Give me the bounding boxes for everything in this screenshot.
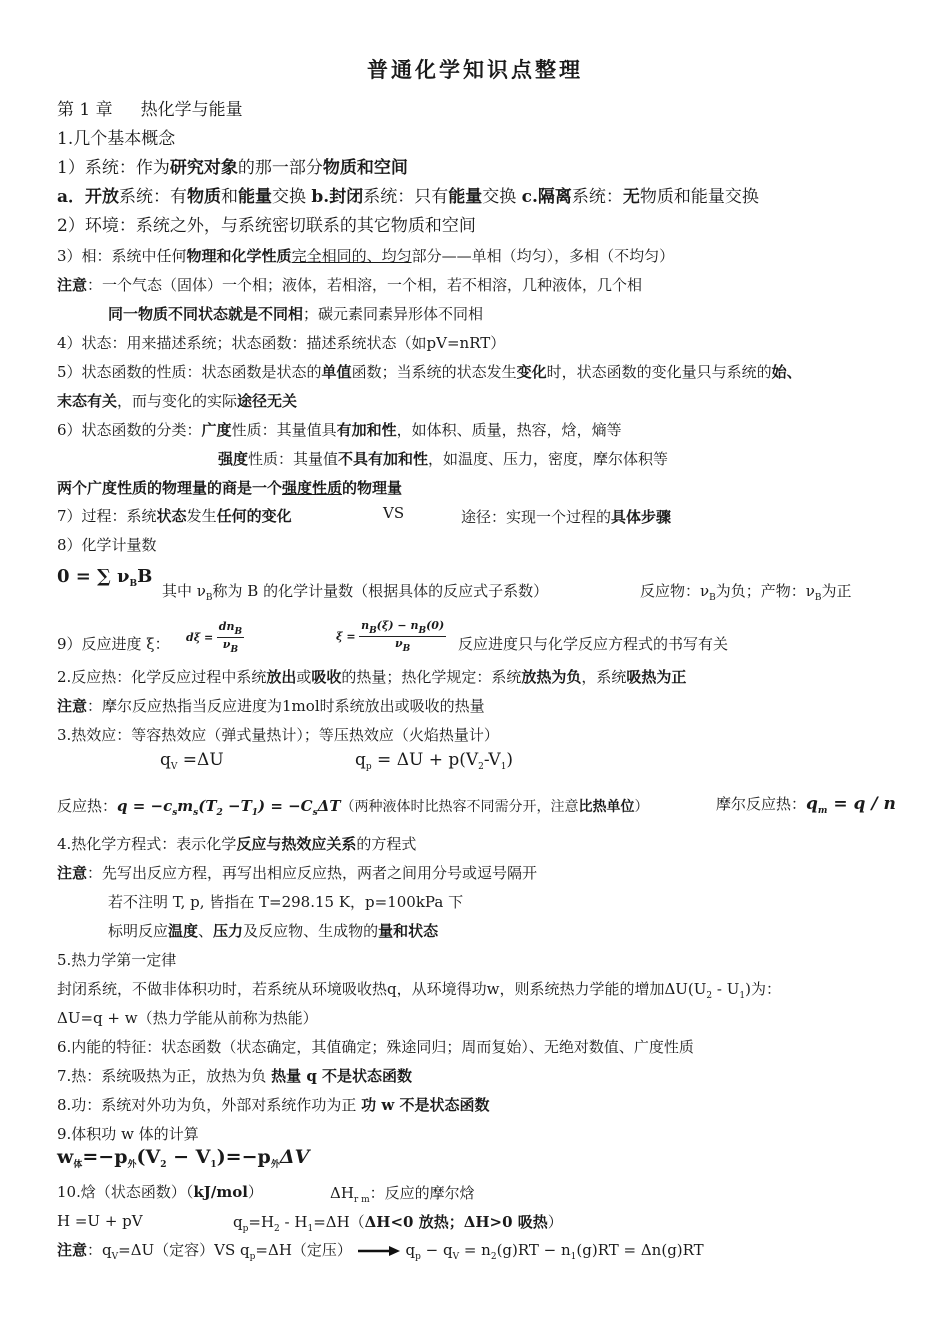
concept-state: 4）状态：用来描述系统；状态函数：描述系统状态（如pV=nRT） [57,334,506,352]
state-function-extensive: 6）状态函数的分类：广度性质：其量值具有加和性，如体积、质量，热容，焓，熵等 [57,421,622,439]
vs-label: VS [383,504,405,522]
system-types: a．开放系统：有物质和能量交换 b.封闭系统：只有能量交换 c.隔离系统：无物质和能量交换 [57,187,759,207]
state-function-property: 5）状态函数的性质：状态函数是状态的单值函数；当系统的状态发生变化时，状态函数的变化量只与系统的始、 [57,363,802,381]
enthalpy-definition: H =U + pV [57,1212,143,1230]
section-basic-concepts: 1.几个基本概念 [57,129,176,149]
reaction-extent-note: 反应进度只与化学反应方程式的书写有关 [458,635,729,653]
section-heat-effect: 3.热效应：等容热效应（弹式量热计）；等压热效应（火焰热量计） [57,726,499,744]
reaction-extent-label: 9）反应进度 ξ： [57,635,170,653]
section-enthalpy: 10.焓（状态函数）（kJ/mol） [57,1183,263,1201]
reaction-extent-formula-2: ξ = $\frac{n_B(\xi) - n_B(0)}{\nu_B}$ [336,619,445,654]
section-thermochemical-equation: 4.热化学方程式：表示化学反应与热效应关系的方程式 [57,835,417,853]
molar-enthalpy-definition: $\Delta H_{r m}$：反应的摩尔焓 [330,1184,475,1205]
formula-qp: $q_p = \Delta U + p(V_2-V_1)$ [355,750,514,772]
concept-path: 途径：实现一个过程的具体步骤 [461,508,672,526]
note-standard-conditions: 若不注明 T, p, 皆指在 T=298.15 K，p=100kPa 下 [108,893,464,911]
qp-enthalpy-relation: $q_p=H_2 - H_1=\Delta H(\Delta H<0$ 放热；ΔH>0 吸热） [233,1213,563,1234]
stoichiometric-description: 其中 $\nu_B$称为 B 的化学计量数（根据具体的反应式子系数） [162,582,549,603]
section-work: 8.功：系统对外功为负，外部对系统作功为正 功 w 不是状态函数 [57,1096,490,1114]
section-first-law: 5.热力学第一定律 [57,951,177,969]
state-function-property-cont: 末态有关，而与变化的实际途径无关 [57,392,298,410]
right-arrow-icon [357,1245,401,1257]
stoichiometric-formula: 0 = ∑ $\nu_BB$ [57,566,153,589]
extensive-quotient-rule: 两个广度性质的物理量的商是一个强度性质的物理量 [57,479,403,497]
section-heat: 7.热：系统吸热为正，放热为负 热量 q 不是状态函数 [57,1067,413,1085]
volume-work-formula: $w_体=-p_外(V_2 - V_1)=-p_外\Delta V$ [57,1146,310,1170]
concept-environment: 2）环境：系统之外，与系统密切联系的其它物质和空间 [57,216,476,236]
section-volume-work: 9.体积功 w 体的计算 [57,1125,199,1143]
note-phase-state: 同一物质不同状态就是不同相；碳元素同素异形体不同相 [108,305,484,323]
note-label-conditions: 标明反应温度、压力及反应物、生成物的量和状态 [108,922,439,940]
note-molar-reaction-heat: 注意：摩尔反应热指当反应进度为1mol时系统放出或吸收的热量 [57,697,485,715]
state-function-intensive: 强度性质：其量值不具有加和性，如温度、压力，密度，摩尔体积等 [218,450,669,468]
chapter-heading: 第 1 章 热化学与能量 [57,100,243,120]
concept-process: 7）过程：系统状态发生任何的变化 [57,507,292,525]
molar-reaction-heat-formula: 摩尔反应热：$q_m = q / n$ [716,794,896,816]
section-reaction-heat: 2.反应热：化学反应过程中系统放出或吸收的热量；热化学规定：系统放热为负，系统吸热为正 [57,668,687,686]
formula-qv: $q_V =\Delta U$ [160,750,224,772]
reaction-extent-formula-1: dξ = $dn_B$ $\nu_B$ [186,620,243,655]
concept-system: 1）系统：作为研究对象的那一部分物质和空间 [57,158,408,178]
section-internal-energy: 6.内能的特征：状态函数（状态确定，其值确定；殊途同归；周而复始）、无绝对数值、广度性质 [57,1038,694,1056]
reaction-heat-formula-line: 反应热：$q = -c_sm_s(T_2 -T_1) = -C_s\Delta T$（两种液体时比热容不同需分开，注意比热单位） [57,797,649,818]
note-equation-format: 注意：先写出反应方程，再写出相应反应热，两者之间用分号或逗号隔开 [57,864,538,882]
first-law-equation: ΔU=q + w（热力学能从前称为热能） [57,1009,318,1027]
first-law-statement: 封闭系统，不做非体积功时，若系统从环境吸收热q，从环境得功w，则系统热力学能的增加$\Delta U(U_2 - U_1)$为： [57,980,781,1001]
stoichiometric-number-heading: 8）化学计量数 [57,536,157,554]
concept-phase: 3）相：系统中任何物理和化学性质完全相同的、均匀部分——单相（均匀），多相（不均匀） [57,247,675,265]
stoichiometric-sign-rule: 反应物：$\nu_B$为负；产物：$\nu_B$为正 [640,582,852,603]
note-qv-qp-relation: 注意：$q_V=\Delta U$（定容）VS $q_p=\Delta H$（定压） $q_p - q_V = n_2(g)RT - n_1(g)RT = \Delta n(g)RT$ [57,1241,704,1262]
page-title: 普通化学知识点整理 [367,57,583,82]
note-phase: 注意：一个气态（固体）一个相；液体，若相溶，一个相，若不相溶，几种液体，几个相 [57,276,643,294]
